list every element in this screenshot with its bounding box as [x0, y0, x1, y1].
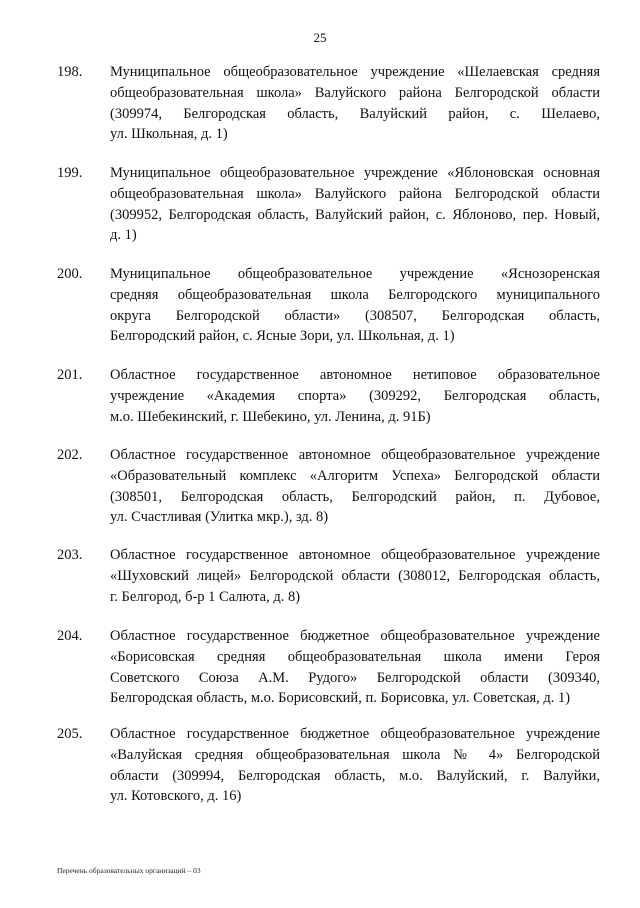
- text-line: Областное государственное автономное нетиповое образовательное: [110, 367, 600, 383]
- text-line: Областное государственное автономное общеобразовательное учреждение: [110, 447, 600, 463]
- page-number: 25: [313, 30, 327, 45]
- text-line: «Борисовская средняя общеобразовательная школа имени Героя: [110, 648, 600, 665]
- entry-number: 205.: [57, 726, 83, 742]
- text-line: общеобразовательная школа» Валуйского района Белгородской области: [110, 185, 600, 202]
- text-line: «Образовательный комплекс «Алгоритм Успеха» Белгородской области: [110, 467, 600, 484]
- text-line: (308501, Белгородская область, Белгородский район, п. Дубовое,: [110, 488, 600, 505]
- text-line: Муниципальное общеобразовательное учреждение «Яблоновская основная: [110, 165, 600, 181]
- text-line: г. Белгород, б-р 1 Салюта, д. 8): [110, 588, 301, 605]
- text-line: «Валуйская средняя общеобразовательная школа № 4» Белгородской: [110, 746, 600, 763]
- entry-text: [110, 445, 600, 528]
- entry-text: [110, 163, 600, 246]
- text-line: Белгородская область, м.о. Борисовский, п. Борисовка, ул. Советская, д. 1): [110, 690, 571, 707]
- entry-number: 199.: [57, 165, 83, 181]
- entry-number: 200.: [57, 266, 83, 282]
- text-line: (309952, Белгородская область, Валуйский район, с. Яблоново, пер. Новый,: [110, 206, 600, 223]
- entry-text: [110, 545, 600, 607]
- entry-text: [110, 724, 600, 807]
- text-line: учреждение «Академия спорта» (309292, Белгородская область,: [110, 387, 600, 404]
- text-line: «Шуховский лицей» Белгородской области (308012, Белгородская область,: [110, 567, 600, 584]
- text-line: м.о. Шебекинский, г. Шебекино, ул. Ленина, д. 91Б): [110, 408, 431, 425]
- text-line: ул. Школьная, д. 1): [110, 126, 228, 143]
- entry-text: [110, 62, 600, 145]
- text-line: общеобразовательная школа» Валуйского района Белгородской области: [110, 84, 600, 101]
- text-line: ул. Котовского, д. 16): [110, 788, 242, 805]
- text-line: Муниципальное общеобразовательное учреждение «Яснозоренская: [110, 266, 600, 282]
- text-line: Советского Союза А.М. Рудого» Белгородской области (309340,: [110, 669, 600, 686]
- text-line: Белгородский район, с. Ясные Зори, ул. Школьная, д. 1): [110, 328, 455, 345]
- entry-number: 198.: [57, 64, 83, 80]
- text-line: Муниципальное общеобразовательное учреждение «Шелаевская средняя: [110, 64, 600, 80]
- text-line: (309974, Белгородская область, Валуйский район, с. Шелаево,: [110, 105, 600, 122]
- text-line: округа Белгородской области» (308507, Белгородская область,: [110, 307, 600, 324]
- text-line: Областное государственное бюджетное общеобразовательное учреждение: [110, 726, 600, 742]
- entry-text: [110, 626, 600, 709]
- text-line: ул. Счастливая (Улитка мкр.), зд. 8): [110, 509, 329, 526]
- text-line: Областное государственное бюджетное общеобразовательное учреждение: [110, 628, 600, 644]
- entry-text: [110, 365, 600, 427]
- entry-text: [110, 264, 600, 347]
- text-line: средняя общеобразовательная школа Белгородского муниципального: [110, 286, 600, 303]
- entry-number: 201.: [57, 367, 83, 383]
- footer-text: Перечень образовательных организаций – 03: [57, 866, 201, 875]
- text-line: д. 1): [110, 227, 137, 244]
- text-line: Областное государственное автономное общеобразовательное учреждение: [110, 547, 600, 563]
- entry-number: 204.: [57, 628, 83, 644]
- text-line: области (309994, Белгородская область, м.о. Валуйский, г. Валуйки,: [110, 767, 600, 784]
- entry-number: 203.: [57, 547, 83, 563]
- entry-number: 202.: [57, 447, 83, 463]
